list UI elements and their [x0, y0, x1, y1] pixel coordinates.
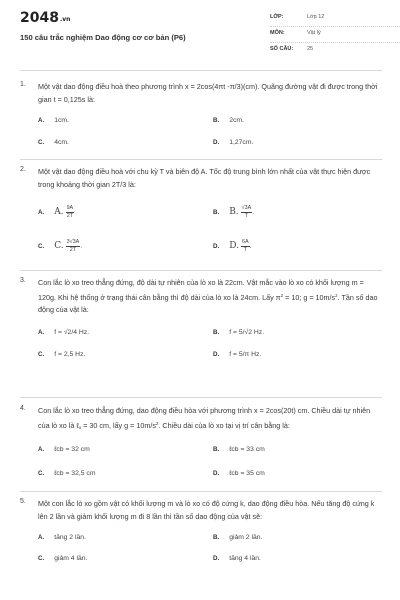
meta-value: Vật lý [307, 30, 321, 36]
meta-panel [270, 12, 400, 59]
option-c[interactable]: C. C. $\frac{3√3A}{2T}$ . [38, 239, 83, 253]
options-group [38, 317, 382, 357]
option-c[interactable]: C. 4cm. [38, 139, 69, 146]
fraction: $\frac{6A}{T}$ [241, 239, 249, 253]
divider [20, 159, 382, 160]
question-number: 4. [20, 405, 26, 412]
option-b[interactable]: B. f = 5/√2 Hz. [213, 328, 265, 336]
question-3 [20, 277, 382, 357]
question-1 [20, 81, 382, 146]
meta-row-class [270, 12, 400, 27]
option-b[interactable]: B. ℓcb = 33 cm [213, 446, 265, 453]
option-c[interactable]: C. ℓcb = 32,5 cm [38, 470, 96, 477]
meta-row-subject [270, 28, 400, 43]
option-b[interactable]: B. B. $\frac{√3A}{T}$ . [213, 205, 255, 219]
divider [20, 270, 382, 271]
option-a[interactable]: A. tăng 2 lần. [38, 534, 86, 541]
question-number: 1. [20, 81, 26, 88]
page-title: 150 câu trắc nghiệm Dao động cơ cơ bản (P6) [20, 33, 186, 42]
option-b[interactable]: B. giảm 2 lần. [213, 534, 263, 541]
meta-label: MÔN: [270, 30, 285, 36]
question-number: 5. [20, 498, 26, 505]
option-a[interactable]: A. f = √2/4 Hz. [38, 328, 90, 336]
option-b[interactable]: B. 2cm. [213, 117, 244, 124]
question-number: 3. [20, 277, 26, 284]
option-c[interactable]: C. f = 2,5 Hz. [38, 350, 86, 358]
question-2 [20, 166, 382, 271]
question-text: Con lắc lò xo treo thẳng đứng, dao động điều hòa với phương trình x = 2cos(20t) cm. Chiều dài tự nhiên của lò xo là ℓo = 30 cm, lấy $g = 10m/s^2$. Chiều dài của lò xo tại vị trí cân bằng là: [38, 406, 371, 430]
option-d[interactable]: D. tăng 4 lần. [213, 555, 261, 562]
meta-label: SỐ CÂU: [270, 46, 294, 52]
option-a[interactable]: A. 1cm. [38, 117, 69, 124]
options-group [38, 106, 382, 146]
question-text: Một vật dao động điều hoà theo phương trình x = 2cos(4πt -π/3)(cm). Quãng đường vật đi được trong thời gian t = 0,125s là: [38, 82, 378, 104]
option-a[interactable]: A. ℓcb = 32 cm [38, 446, 90, 453]
option-c[interactable]: C. giảm 4 lần. [38, 555, 88, 562]
fraction: $\frac{√3A}{T}$ [241, 205, 252, 219]
option-d[interactable]: D. f = 5/π Hz. [213, 350, 262, 358]
question-4 [20, 405, 382, 478]
question-number: 2. [20, 166, 26, 173]
question-5 [20, 498, 382, 563]
divider [20, 491, 382, 492]
option-d[interactable]: D. 1,27cm. [213, 139, 254, 146]
fraction: $\frac{9A}{2T}$ [66, 205, 74, 219]
meta-value: 25 [307, 46, 314, 52]
meta-row-count [270, 44, 400, 58]
options-group [38, 523, 382, 563]
options-group [38, 434, 382, 478]
meta-label: LỚP: [270, 14, 284, 20]
fraction: $\frac{3√3A}{2T}$ [66, 239, 80, 253]
option-a[interactable]: A. A. $\frac{9A}{2T}$ [38, 205, 74, 219]
option-d[interactable]: D. D. $\frac{6A}{T}$ . [213, 239, 252, 253]
options-group [38, 191, 382, 271]
page-header [20, 0, 382, 70]
divider [20, 70, 382, 71]
logo-main: 2048 [20, 10, 59, 26]
meta-value: Lớp 12 [307, 14, 325, 20]
divider [20, 397, 382, 398]
question-text: Một vật dao động điều hoà với chu kỳ T và biên độ A. Tốc độ trung bình lớn nhất của vật thực hiện được trong khoảng thời gian 2T/3 là: [38, 167, 371, 189]
question-text: Một con lắc lò xo gồm vật có khối lượng m và lò xo có độ cứng k, dao động điều hòa. Nếu tăng độ cứng k lên 2 lần và giảm khối lượng m đi 8 lần thì tần số dao động của vật sẽ: [38, 499, 375, 521]
logo-sub: .vn [59, 16, 71, 23]
site-logo[interactable] [20, 10, 70, 26]
question-text: Con lắc lò xo treo thẳng đứng, độ dài tự nhiên của lò xo là 22cm. Vật mắc vào lò xo có khối lượng m = 120g. Khi hệ thống ở trạng thái cân bằng thì độ dài của lò xo là 24cm. Lấy $\pi^2 = 10$; $g = 10m/s^2$. Tần số dao động của vật là: [38, 278, 378, 314]
option-d[interactable]: D. ℓcb = 35 cm [213, 470, 265, 477]
